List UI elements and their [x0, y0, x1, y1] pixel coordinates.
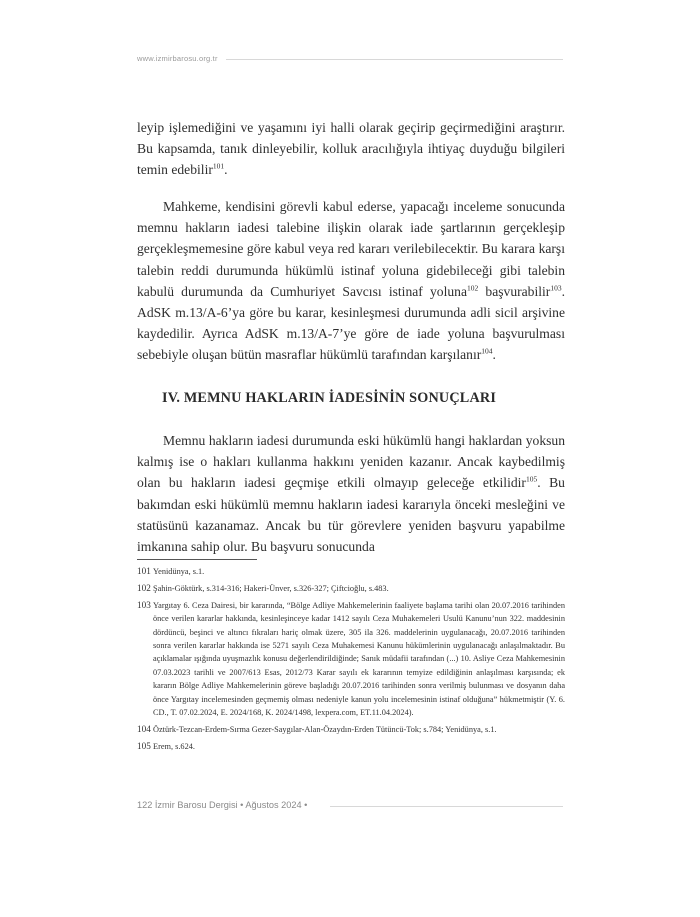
footer-divider [330, 806, 563, 807]
footnote-text: Şahin-Göktürk, s.314-316; Hakeri-Ünver, s.326-327; Çiftcioğlu, s.483. [153, 583, 389, 593]
footnote-105 [137, 740, 565, 753]
footnotes [137, 565, 565, 757]
footnote-text: Öztürk-Tezcan-Erdem-Sırma Gezer-Saygılar-Alan-Özaydın-Erden Tütüncü-Tok; s.784; Yenidünya, s.1. [153, 724, 497, 734]
paragraph-3-text-2: . Bu bakımdan eski hükümlü memnu hakların iadesi kararıyla önceki mesleğini ve statüsünü kazanamaz. Ancak bu tür görevlere yeniden başvuru yapabilme imkanına sahip olur. Bu başvuru sonucunda [137, 475, 565, 555]
paragraph-1-text: leyip işlemediğini ve yaşamını iyi halli olarak geçirip geçirmediğini araştırır. Bu kapsamda, tanık dinleyebilir, kolluk aracılığıyla ihtiyaç duyduğu bilgileri temin edebilir [137, 120, 565, 178]
footnote-number: 101 [137, 566, 151, 576]
footnote-text: Yenidünya, s.1. [153, 567, 205, 576]
footnote-divider [137, 559, 257, 560]
paragraph-2-text-2: başvurabilir [478, 283, 551, 299]
header-divider [226, 59, 563, 60]
paragraph-2-text-3: . AdSK m.13/A-6’ya göre bu karar, kesinleşmesi durumunda adli sicil arşivine kaydedilir. Ayrıca AdSK m.13/A-7’ye göre de iade yoluna başvurulması sebebiyle oluşan bütün masraflar hükümlü tarafından karşılanır [137, 283, 565, 363]
header-url: www.izmirbarosu.org.tr [137, 54, 218, 63]
footnote-number: 102 [137, 582, 151, 593]
footnote-text: Yargıtay 6. Ceza Dairesi, bir kararında, “Bölge Adliye Mahkemelerinin faaliyete başlama tarihi olan 20.07.2016 tarihinden önce verilen kararlar hakkında, kesinleşinceye kadar 1412 sayılı Ceza Muhakemeleri Usulü Kanunu’nun 322. maddesinin dördüncü, beşinci ve altıncı fıkraları hariç olmak üzere, 305 ila 326. maddelerinin uygulanacağı, 20.07.2016 tarihinden sonra verilen kararlar hakkında ise 5271 sayılı Ceza Muhakemesi Kanunu hükümlerinin uygulanacağı anlaşılmaktadır. Bu açıklamalar ışığında uyuşmazlık konusu değerlendirildiğinde; Sanık müdafii tarafından (...) 10. Asliye Ceza Mahkemesinin 07.03.2023 tarihli ve 2007/613 Esas, 2012/73 Karar sayılı ek kararının temyize edildiğinin anlaşılması karşısında; ek kararın Bölge Adliye Mahkemelerinin göreve başladığı 20.07.2016 tarihinden sonra verilmiş bulunması ve dosyanın daha önce Yargıtay incelemesinden geçmemiş olması nedeniyle kanun yolu incelemesinin istinaf olduğuna” hükmetmiştir (Y. 6. CD., T. 07.02.2024, E. 2024/168, K. 2024/1498, lexpera.com, ET.11.04.2024). [153, 600, 565, 718]
section-heading: IV. MEMNU HAKLARIN İADESİNİN SONUÇLARI [162, 390, 497, 406]
footnote-104 [137, 723, 565, 736]
footnote-ref-105[interactable]: 105 [525, 474, 538, 484]
footnote-ref-104[interactable]: 104 [481, 346, 493, 356]
footnote-103 [137, 599, 565, 720]
footnote-number: 105 [137, 740, 151, 751]
paragraph-2 [137, 196, 565, 366]
footnote-ref-101[interactable]: 101 [212, 161, 225, 171]
footnote-101 [137, 565, 565, 578]
paragraph-1-end: . [224, 162, 228, 178]
paragraph-1 [137, 117, 565, 181]
page-footer: 122 İzmir Barosu Dergisi • Ağustos 2024 • [137, 800, 308, 810]
footnote-102 [137, 582, 565, 595]
paragraph-3-text-1: Memnu hakların iadesi durumunda eski hükümlü hangi haklardan yoksun kalmış ise o hakları kullanma hakkını yeniden kazanır. Ancak kaybedilmiş olan bu hakların iadesi geçmişe etkili olmayıp geleceğe etkilidir [137, 433, 565, 491]
footnote-number: 104 [137, 723, 151, 734]
footnote-ref-102[interactable]: 102 [466, 283, 479, 293]
footnote-ref-103[interactable]: 103 [550, 283, 562, 293]
footnote-text: Erem, s.624. [153, 741, 195, 751]
paragraph-2-text-1: Mahkeme, kendisini görevli kabul ederse, yapacağı inceleme sonucunda memnu hakların iadesi talebine ilişkin olarak iade şartlarının gerçekleşip gerçekleşmemesine göre kabul veya red kararı verilebilecektir. Bu karara karşı talebin reddi durumunda hükümlü istinaf yoluna gidebileceği gibi talebin kabulü durumunda da Cumhuriyet Savcısı istinaf yoluna [137, 199, 565, 299]
footnote-number: 103 [137, 599, 151, 610]
paragraph-3 [137, 430, 565, 557]
paragraph-2-text-4: . [492, 347, 496, 363]
